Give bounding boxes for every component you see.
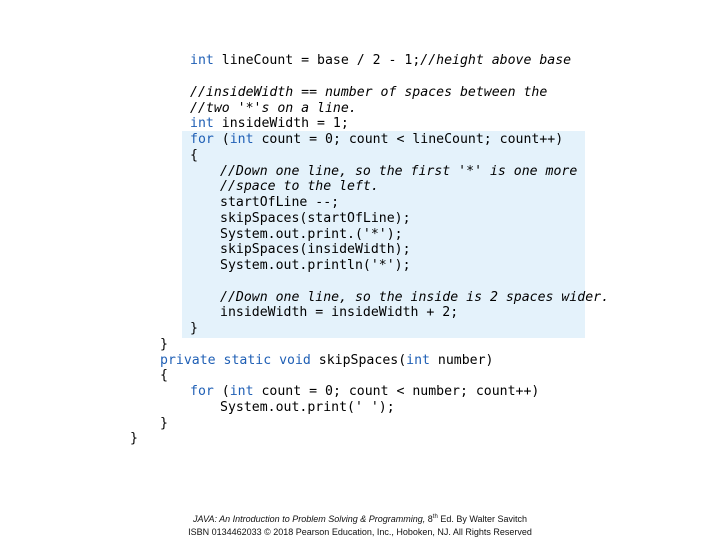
code-line xyxy=(220,400,395,416)
code-line xyxy=(220,164,577,180)
code-line xyxy=(160,353,494,369)
code-line xyxy=(190,85,547,101)
code-comment: //insideWidth == number of spaces between the xyxy=(190,85,548,100)
code-text: System.out.print(' '); xyxy=(220,400,395,415)
keyword: int xyxy=(190,53,214,68)
code-text: startOfLine --; xyxy=(220,195,340,210)
edition-author: Ed. By Walter Savitch xyxy=(437,514,528,524)
code-line xyxy=(220,211,411,227)
keyword: for xyxy=(190,384,214,399)
code-text: lineCount = base / 2 - 1; xyxy=(213,53,421,68)
code-line xyxy=(190,148,198,164)
code-text: skipSpaces(startOfLine); xyxy=(220,211,411,226)
code-line xyxy=(220,305,458,321)
keyword: private static void xyxy=(160,353,311,368)
code-text: } xyxy=(190,321,198,336)
book-title: JAVA: An Introduction to Problem Solving & Programming, xyxy=(192,514,426,524)
code-text: insideWidth = 1; xyxy=(213,116,349,131)
code-line xyxy=(160,416,168,432)
code-line xyxy=(190,321,198,337)
code-line xyxy=(190,116,349,132)
code-line xyxy=(160,368,168,384)
code-line xyxy=(220,290,609,306)
code-line xyxy=(190,132,563,148)
code-line xyxy=(190,101,357,117)
edition-number: 8 xyxy=(427,514,433,524)
code-text: { xyxy=(190,148,198,163)
code-line xyxy=(190,384,539,400)
code-text: skipSpaces(insideWidth); xyxy=(220,242,411,257)
keyword: for xyxy=(190,132,214,147)
code-text: insideWidth = insideWidth + 2; xyxy=(220,305,459,320)
code-text: } xyxy=(160,337,168,352)
footer-copyright: ISBN 0134462033 © 2018 Pearson Education, Inc., Hoboken, NJ. All Rights Reserved xyxy=(188,527,532,537)
edition-suffix: th xyxy=(432,514,438,520)
code-line xyxy=(220,258,411,274)
code-text: count = 0; count < number; count++) xyxy=(253,384,540,399)
code-comment: //Down one line, so the first '*' is one more xyxy=(220,164,578,179)
code-text: ( xyxy=(213,132,230,147)
code-text: skipSpaces( xyxy=(310,353,407,368)
code-text: } xyxy=(130,431,138,446)
code-text: System.out.print.('*'); xyxy=(220,227,403,242)
code-line xyxy=(190,53,571,69)
code-text: number) xyxy=(429,353,494,368)
code-line xyxy=(220,227,403,243)
keyword: int xyxy=(190,116,214,131)
code-line xyxy=(130,431,138,447)
code-text: count = 0; count < lineCount; count++) xyxy=(253,132,564,147)
code-line xyxy=(220,242,411,258)
keyword: int xyxy=(406,353,430,368)
footer-citation xyxy=(0,514,720,524)
code-line xyxy=(220,195,339,211)
code-line xyxy=(220,179,379,195)
code-comment: //height above base xyxy=(420,53,572,68)
keyword: int xyxy=(229,132,254,147)
code-line xyxy=(160,337,168,353)
keyword: int xyxy=(229,384,254,399)
code-text: ( xyxy=(213,384,230,399)
code-comment: //space to the left. xyxy=(220,179,379,194)
code-comment: //two '*'s on a line. xyxy=(190,101,357,116)
code-text: System.out.println('*'); xyxy=(220,258,411,273)
code-text: } xyxy=(160,416,168,431)
code-text: { xyxy=(160,368,168,383)
code-comment: //Down one line, so the inside is 2 spaces wider. xyxy=(220,290,610,305)
